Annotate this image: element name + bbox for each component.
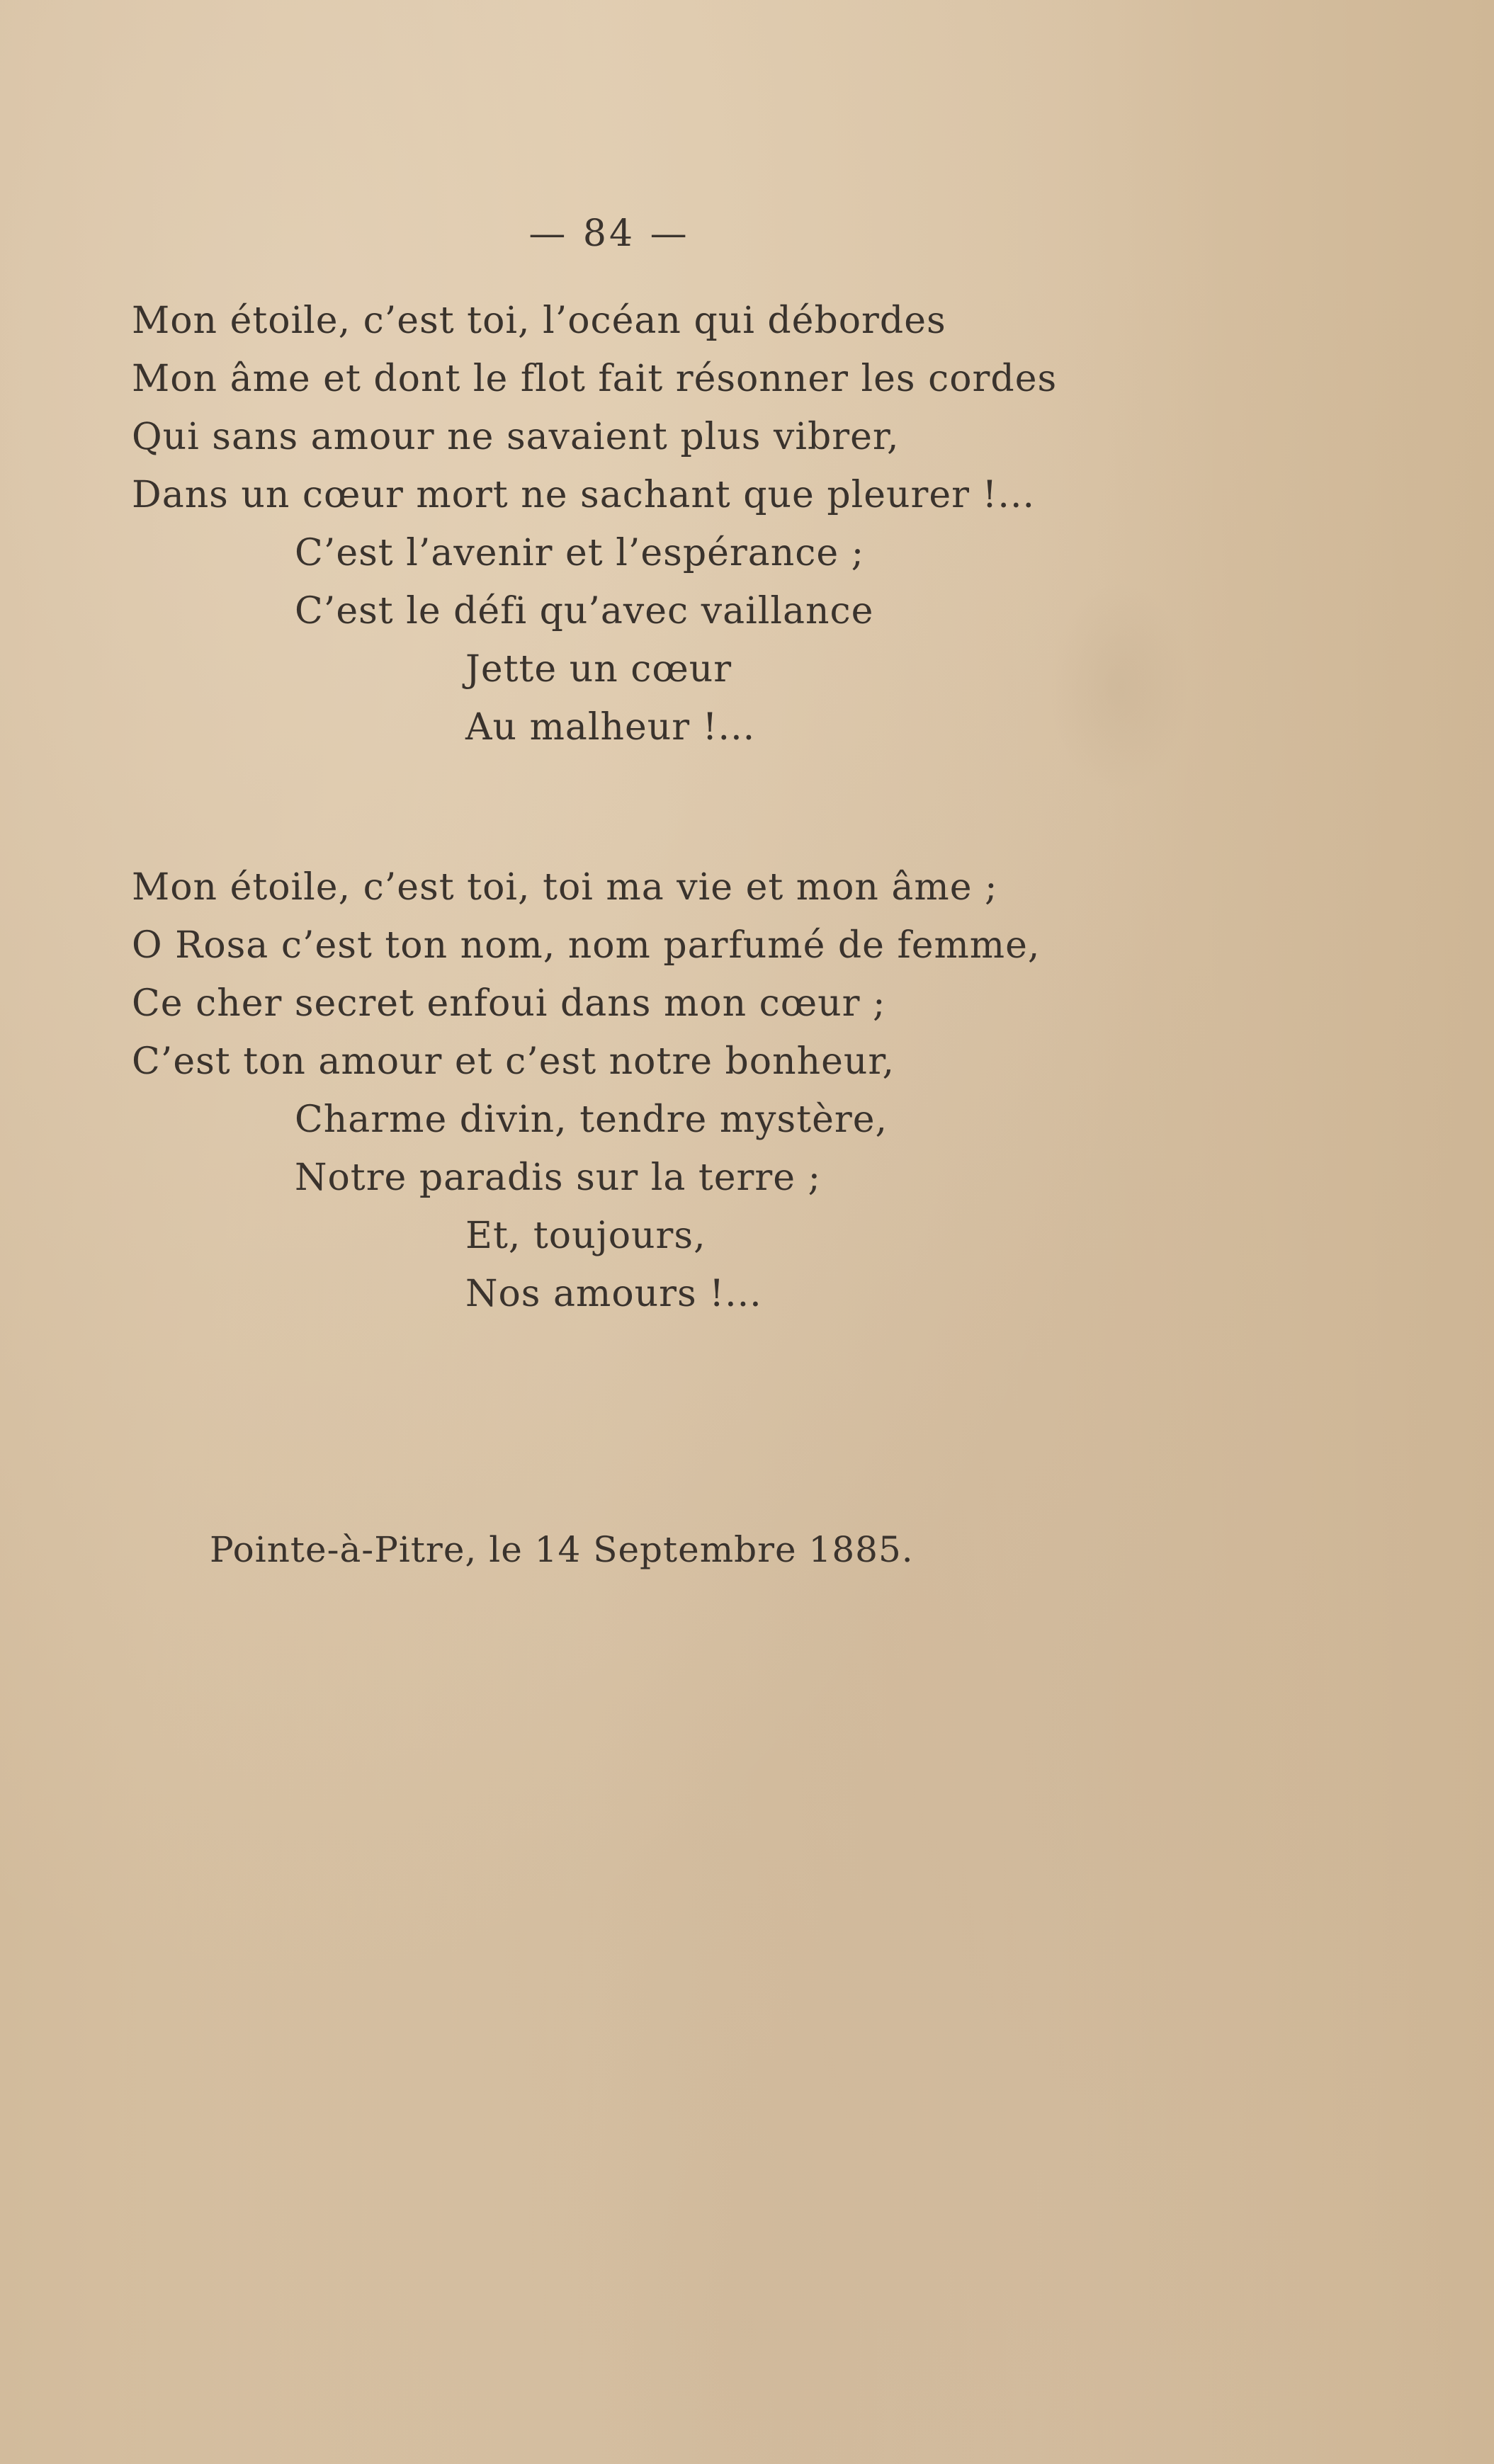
dateline: Pointe-à-Pitre, le 14 Septembre 1885. <box>210 1529 914 1570</box>
verse-line-refrain: Nos amours !... <box>465 1273 762 1315</box>
paper-show-through <box>1048 581 1190 793</box>
verse-line: Mon âme et dont le flot fait résonner les cordes <box>132 358 1058 400</box>
verse-line: Dans un cœur mort ne sachant que pleurer !... <box>132 474 1035 516</box>
verse-line: C’est ton amour et c’est notre bonheur, <box>132 1040 895 1083</box>
verse-line: Mon étoile, c’est toi, toi ma vie et mon âme ; <box>132 866 998 909</box>
page-number: — 84 — <box>528 212 690 255</box>
verse-line-indented: Notre paradis sur la terre ; <box>295 1157 822 1199</box>
verse-line: Qui sans amour ne savaient plus vibrer, <box>132 416 900 458</box>
verse-line-refrain: Et, toujours, <box>465 1215 706 1257</box>
verse-line-indented: Charme divin, tendre mystère, <box>295 1098 888 1141</box>
verse-line: Mon étoile, c’est toi, l’océan qui débordes <box>132 300 946 342</box>
verse-line-indented: C’est le défi qu’avec vaillance <box>295 590 874 632</box>
verse-line: O Rosa c’est ton nom, nom parfumé de femme, <box>132 924 1041 967</box>
verse-line: Ce cher secret enfoui dans mon cœur ; <box>132 982 886 1025</box>
verse-line-refrain: Au malheur !... <box>465 706 756 749</box>
verse-line-refrain: Jette un cœur <box>465 648 732 691</box>
verse-line-indented: C’est l’avenir et l’espérance ; <box>295 532 865 574</box>
